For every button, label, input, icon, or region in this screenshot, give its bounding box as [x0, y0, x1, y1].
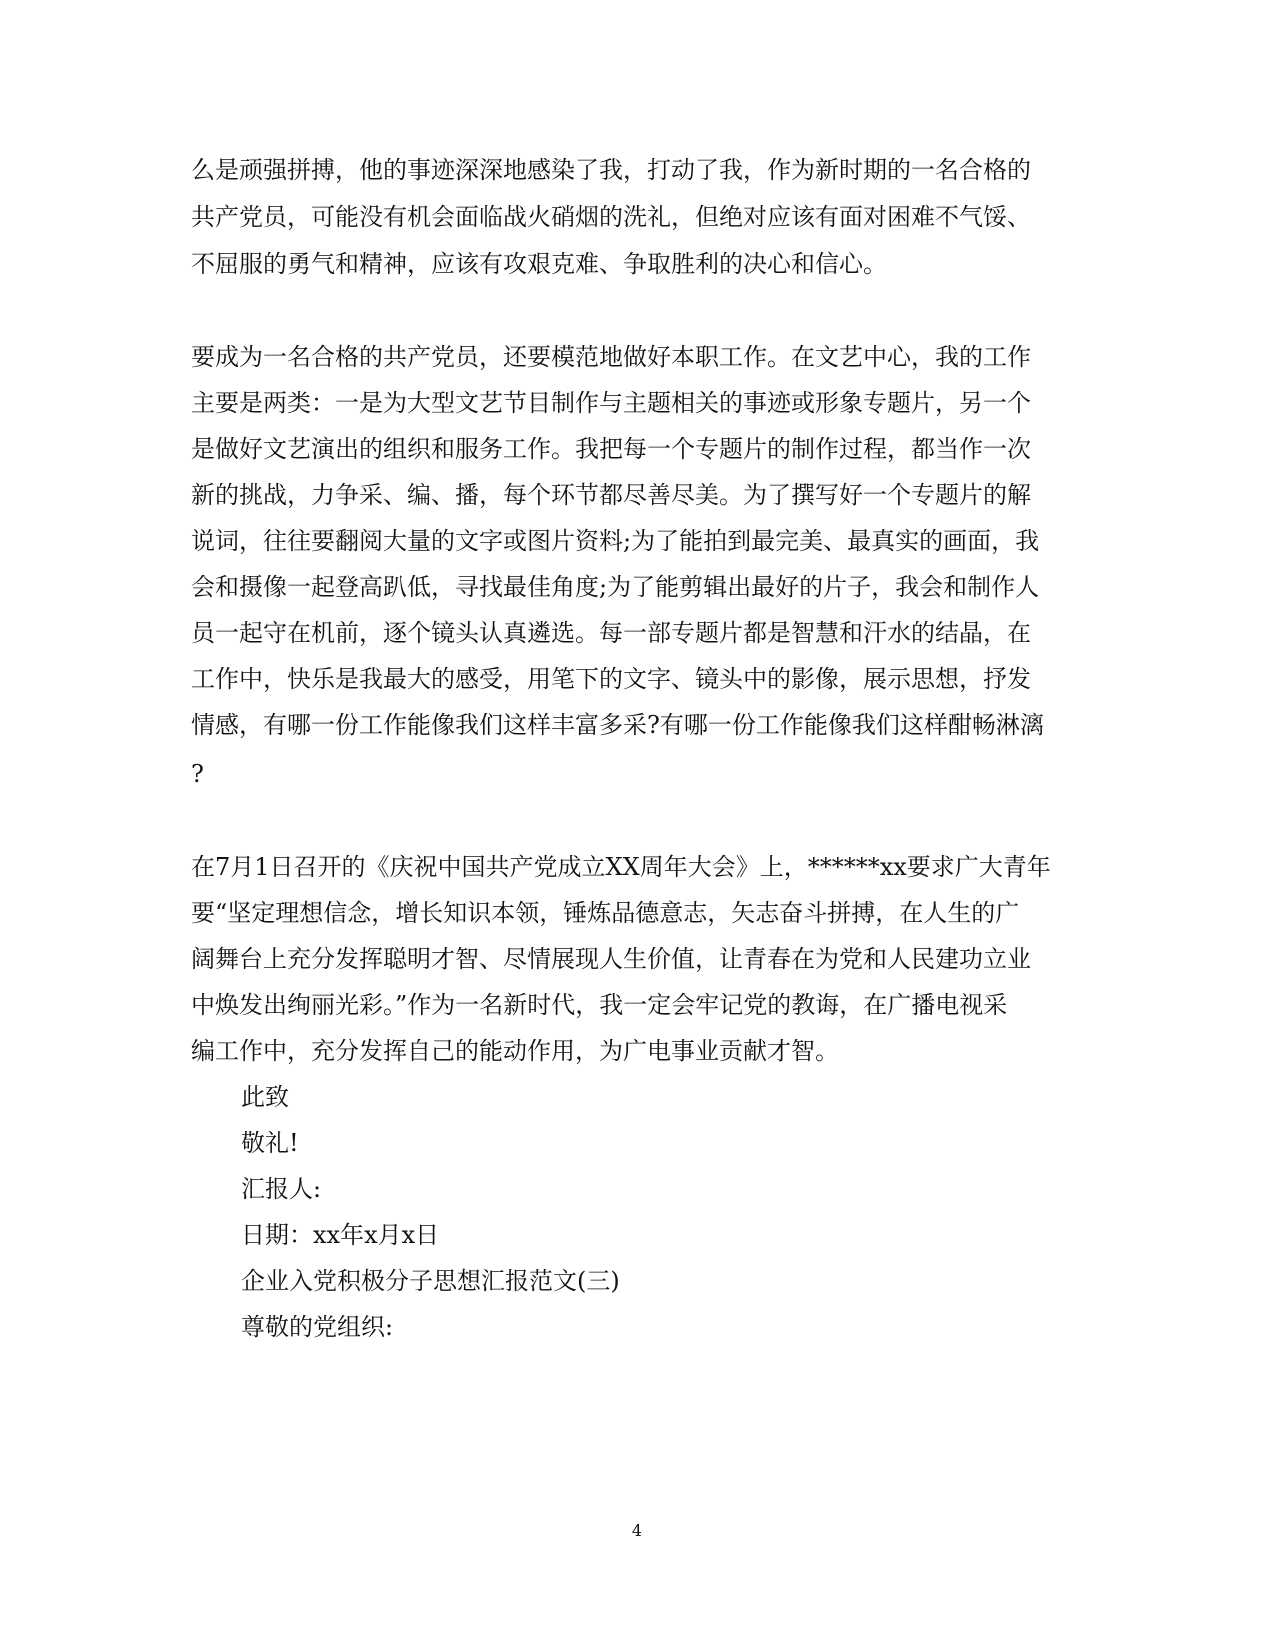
reporter-label: 汇报人: [241, 1175, 322, 1203]
paragraph-line: 情感，有哪一份工作能像我们这样丰富多采?有哪一份工作能像我们这样酣畅淋漓 [191, 711, 1044, 739]
greeting-line: 尊敬的党组织: [241, 1313, 394, 1341]
paragraph-line: 在7月1日召开的《庆祝中国共产党成立XX周年大会》上，******xx要求广大青年 [191, 853, 1051, 881]
closing-salutation: 此致 [241, 1083, 289, 1111]
paragraph-line: 员一起守在机前，逐个镜头认真遴选。每一部专题片都是智慧和汗水的结晶，在 [191, 619, 1031, 647]
paragraph-line: 共产党员，可能没有机会面临战火硝烟的洗礼，但绝对应该有面对困难不气馁、 [191, 203, 1031, 231]
paragraph-line: 说词，往往要翻阅大量的文字或图片资料;为了能拍到最完美、最真实的画面，我 [191, 527, 1040, 555]
paragraph-line: 阔舞台上充分发挥聪明才智、尽情展现人生价值，让青春在为党和人民建功立业 [191, 945, 1031, 973]
paragraph-line: ? [191, 760, 204, 788]
closing-regards: 敬礼! [241, 1129, 299, 1157]
date-line: 日期：xx年x月x日 [241, 1221, 440, 1249]
paragraph-line: 工作中，快乐是我最大的感受，用笔下的文字、镜头中的影像，展示思想，抒发 [191, 665, 1031, 693]
paragraph-line: 么是顽强拼搏，他的事迹深深地感染了我，打动了我，作为新时期的一名合格的 [191, 156, 1031, 184]
paragraph-line: 会和摄像一起登高趴低，寻找最佳角度;为了能剪辑出最好的片子，我会和制作人 [191, 573, 1040, 601]
page-number: 4 [631, 1521, 643, 1540]
paragraph-line: 不屈服的勇气和精神，应该有攻艰克难、争取胜利的决心和信心。 [191, 250, 887, 278]
paragraph-line: 要“坚定理想信念，增长知识本领，锤炼品德意志，矢志奋斗拼搏，在人生的广 [191, 899, 1020, 927]
paragraph-line: 要成为一名合格的共产党员，还要模范地做好本职工作。在文艺中心，我的工作 [191, 343, 1031, 371]
paragraph-line: 中焕发出绚丽光彩。”作为一名新时代，我一定会牢记党的教诲，在广播电视采 [191, 991, 1008, 1019]
paragraph-line: 主要是两类：一是为大型文艺节目制作与主题相关的事迹或形象专题片，另一个 [191, 389, 1031, 417]
paragraph-line: 编工作中，充分发挥自己的能动作用，为广电事业贡献才智。 [191, 1037, 839, 1065]
paragraph-line: 是做好文艺演出的组织和服务工作。我把每一个专题片的制作过程，都当作一次 [191, 435, 1031, 463]
section-title: 企业入党积极分子思想汇报范文(三) [241, 1267, 620, 1295]
paragraph-line: 新的挑战，力争采、编、播，每个环节都尽善尽美。为了撰写好一个专题片的解 [191, 481, 1031, 509]
